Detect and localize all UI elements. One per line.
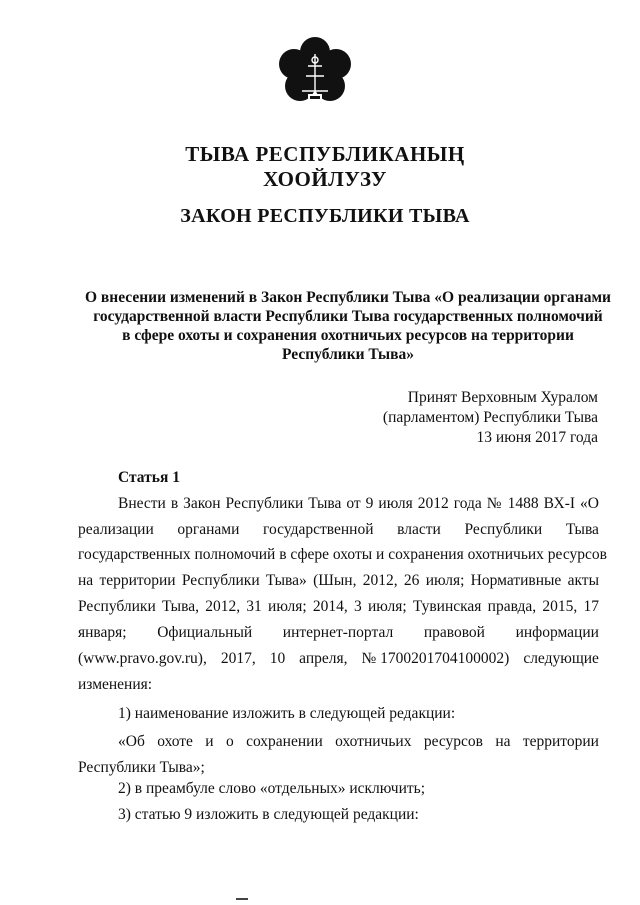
word: следующие — [523, 650, 599, 667]
tyva-emblem-logo — [270, 36, 360, 112]
word: органами — [177, 521, 240, 538]
subject-line: государственной власти Республики Тыва государственных полномочий — [93, 308, 603, 325]
word: охотничьих — [335, 733, 412, 750]
word: территории — [522, 733, 599, 750]
article-text-line: Республики Тыва, 2012, 31 июля; 2014, 3 июля; Тувинская правда, 2015, 17 — [78, 598, 599, 615]
word: 2017, — [220, 650, 256, 667]
word: интернет-портал — [282, 624, 394, 641]
word: правовой — [423, 624, 485, 641]
word: информации — [515, 624, 599, 641]
page-mark — [236, 898, 248, 900]
amendment-item-2: 2) в преамбуле слово «отдельных» исключить; — [118, 780, 426, 797]
word: ресурсов — [423, 733, 483, 750]
word: реализации — [78, 521, 154, 538]
word: «Об — [118, 733, 145, 750]
article-text-line — [78, 521, 599, 539]
adoption-line: Принят Верховным Хуралом — [407, 389, 598, 406]
article-text-line: изменения: — [78, 676, 153, 693]
header-tuvan-line2: ХООЙЛУЗУ — [263, 167, 387, 191]
word: января; — [78, 624, 127, 641]
article-text-line — [78, 650, 599, 668]
adoption-info — [383, 388, 598, 448]
amendment-quote-line — [118, 733, 599, 751]
article-text-line — [78, 624, 599, 642]
article-heading: Статья 1 — [118, 469, 180, 486]
article-text-line: государственных полномочий в сфере охоты и сохранения охотничьих ресурсов — [78, 546, 607, 563]
amendment-item-1: 1) наименование изложить в следующей редакции: — [118, 705, 456, 722]
word: Республики — [464, 521, 543, 538]
adoption-line: (парламентом) Республики Тыва — [382, 409, 598, 426]
word: на — [495, 733, 511, 750]
word: № 1700201704100002) — [361, 650, 510, 667]
amendment-quote-line: Республики Тыва»; — [78, 759, 205, 776]
law-title: ЗАКОН РЕСПУБЛИКИ ТЫВА — [180, 205, 470, 227]
word: о — [225, 733, 234, 750]
word: Официальный — [157, 624, 253, 641]
word: государственной — [263, 521, 374, 538]
subject-line: Республики Тыва» — [282, 346, 414, 363]
subject-line: О внесении изменений в Закон Республики Тыва «О реализации органами — [85, 289, 611, 306]
subject-line: в сфере охоты и сохранения охотничьих ресурсов на территории — [122, 327, 574, 344]
word: (www.pravo.gov.ru), — [78, 650, 207, 667]
word: и — [205, 733, 214, 750]
law-subject — [78, 288, 618, 364]
adoption-date: 13 июня 2017 года — [476, 429, 598, 446]
word: Тыва — [565, 521, 599, 538]
word: сохранении — [246, 733, 323, 750]
header-tuvan-line1: ТЫВА РЕСПУБЛИКАНЫҢ — [185, 142, 465, 166]
word: охоте — [157, 733, 193, 750]
word: апреля, — [299, 650, 348, 667]
word: 10 — [269, 650, 286, 667]
article-text-line: на территории Республики Тыва» (Шын, 2012, 26 июля; Нормативные акты — [78, 572, 599, 589]
amendment-item-3: 3) статью 9 изложить в следующей редакции: — [118, 806, 419, 823]
article-text-line: Внести в Закон Республики Тыва от 9 июля 2012 года № 1488 ВХ-I «О — [118, 495, 599, 512]
word: власти — [397, 521, 441, 538]
